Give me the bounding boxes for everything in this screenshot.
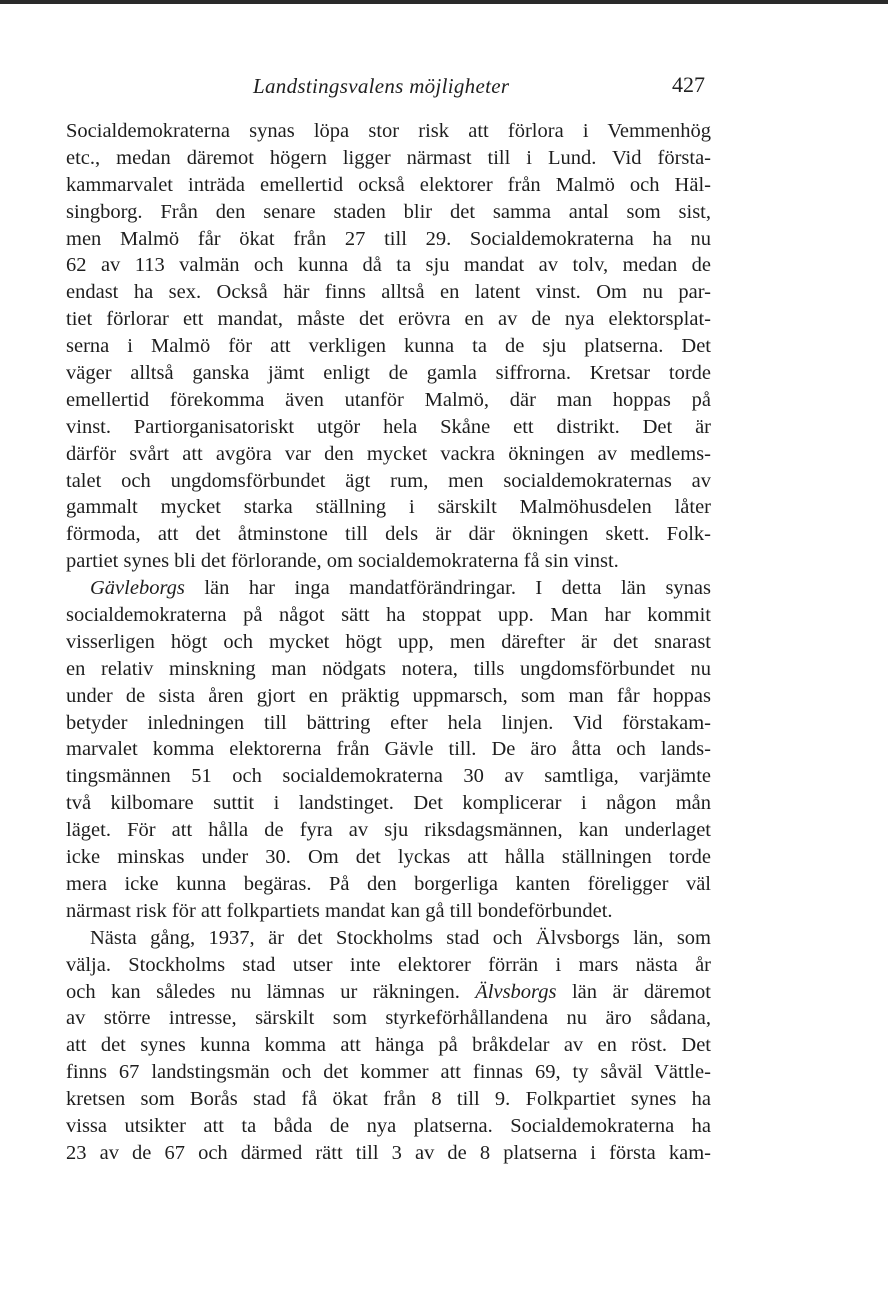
text-line [66,1005,711,1032]
text-line-content: län är däremot [556,980,711,1003]
text-line [66,656,711,683]
text-line-content: mera icke kunna begäras. På den borgerliga kanten föreligger väl [66,872,711,895]
text-line [66,1140,711,1167]
text-line [66,844,711,871]
text-line [66,871,711,898]
text-line-content: tiet förlorar ett mandat, måste det erövra en av de nya elektorsplat- [66,308,711,331]
text-line-content: finns 67 landstingsmän och det kommer att finnas 69, ty såväl Vättle- [66,1061,711,1084]
text-line [66,441,711,468]
text-line [66,252,711,279]
text-line [66,1086,711,1113]
text-line [66,952,711,979]
text-line-content: därför svårt att avgöra var den mycket vackra ökningen av medlems- [66,442,711,465]
text-line-content: men Malmö får ökat från 27 till 29. Socialdemokraterna ha nu [66,227,711,250]
text-line [66,817,711,844]
text-line-content: Socialdemokraterna synas löpa stor risk att förlora i Vemmenhög [66,120,711,142]
text-line [66,387,711,414]
text-line [66,1059,711,1086]
text-line-content: av större intresse, särskilt som styrkeförhållandena nu äro sådana, [66,1007,711,1030]
scan-edge [0,0,888,4]
text-line-content: Nästa gång, 1937, är det Stockholms stad och Älvsborgs län, som [90,926,711,949]
text-line [66,494,711,521]
text-line [66,468,711,495]
text-line [66,548,711,575]
text-line [66,575,711,602]
text-line [66,736,711,763]
text-line [66,306,711,333]
text-line [66,360,711,387]
text-line-content: vinst. Partiorganisatoriskt utgör hela Skåne ett distrikt. Det är [66,415,711,438]
text-line-content: två kilbomare suttit i landstinget. Det komplicerar i någon mån [66,792,711,815]
body-text [66,118,711,1167]
text-line-content: betyder inledningen till bättring efter hela linjen. Vid förstakam- [66,711,711,734]
text-line-content: socialdemokraterna på något sätt ha stoppat upp. Man har kommit [66,604,711,627]
text-line-content: närmast risk för att folkpartiets mandat kan gå till bondeförbundet. [66,899,613,922]
text-line-content: välja. Stockholms stad utser inte elektorer förrän i mars nästa år [66,953,711,976]
text-line-content: serna i Malmö för att verkligen kunna ta de sju platserna. Det [66,335,711,358]
text-line [66,629,711,656]
text-line [66,199,711,226]
text-line [66,763,711,790]
text-line [66,602,711,629]
text-line-content: läget. För att hålla de fyra av sju riksdagsmännen, kan underlaget [66,819,711,842]
text-line [66,414,711,441]
text-line [66,898,711,925]
text-line-lead: och kan således nu lämnas ur räkningen. [66,980,476,1003]
text-line [66,979,711,1006]
text-line [66,118,711,145]
text-line-content: 23 av de 67 och därmed rätt till 3 av de 8 platserna i första kam- [66,1141,711,1164]
text-line [66,790,711,817]
italic-county-name: Älvsborgs [475,980,557,1003]
text-line-content: singborg. Från den senare staden blir det samma antal som sist, [66,200,711,223]
italic-county-name: Gävleborgs [90,577,185,600]
text-line-content: förmoda, att det åtminstone till dels är där ökningen skett. Folk- [66,523,711,546]
text-line [66,1032,711,1059]
text-line [66,226,711,253]
text-line-content: under de sista åren gjort en präktig uppmarsch, som man får hoppas [66,684,711,707]
text-line-content: en relativ minskning man nödgats notera, tills ungdomsförbundet nu [66,657,711,680]
text-line-content: att det synes kunna komma att hänga på bråkdelar av en röst. Det [66,1034,711,1057]
text-line [66,172,711,199]
text-line [66,1113,711,1140]
text-line-content: etc., medan däremot högern ligger närmast till i Lund. Vid första- [66,146,711,169]
text-line-content: endast ha sex. Också här finns alltså en latent vinst. Om nu par- [66,281,711,304]
text-line-content: väger alltså ganska jämt enligt de gamla siffrorna. Kretsar torde [66,362,711,385]
text-line-content: kammarvalet inträda emellertid också elektorer från Malmö och Häl- [66,173,711,196]
text-line [66,521,711,548]
page-number: 427 [672,72,705,97]
text-line [66,683,711,710]
text-line-content: vissa utsikter att ta båda de nya platserna. Socialdemokraterna ha [66,1114,711,1137]
text-line-content: icke minskas under 30. Om det lyckas att hålla ställningen torde [66,846,711,869]
text-line [66,279,711,306]
text-line [66,145,711,172]
text-line-content: partiet synes bli det förlorande, om socialdemokraterna få sin vinst. [66,550,619,573]
text-line-content: visserligen högt och mycket högt upp, men därefter är det snarast [66,630,711,653]
text-line-content: marvalet komma elektorerna från Gävle till. De äro åtta och lands- [66,738,711,761]
text-line-content: kretsen som Borås stad få ökat från 8 till 9. Folkpartiet synes ha [66,1088,711,1111]
text-line [66,925,711,952]
text-line [66,333,711,360]
page-header [0,72,888,104]
text-line-content: tingsmännen 51 och socialdemokraterna 30 av samtliga, varjämte [66,765,711,788]
running-title: Landstingsvalens möjligheter [253,74,510,98]
text-line-content: län har inga mandatförändringar. I detta län synas [184,577,711,600]
text-line-content: gammalt mycket starka ställning i särskilt Malmöhusdelen låter [66,496,711,519]
text-line-content: 62 av 113 valmän och kunna då ta sju mandat av tolv, medan de [66,254,711,277]
text-line-content: talet och ungdomsförbundet ägt rum, men socialdemokraternas av [66,469,711,492]
text-line [66,710,711,737]
text-line-content: emellertid förekomma även utanför Malmö, där man hoppas på [66,388,711,411]
